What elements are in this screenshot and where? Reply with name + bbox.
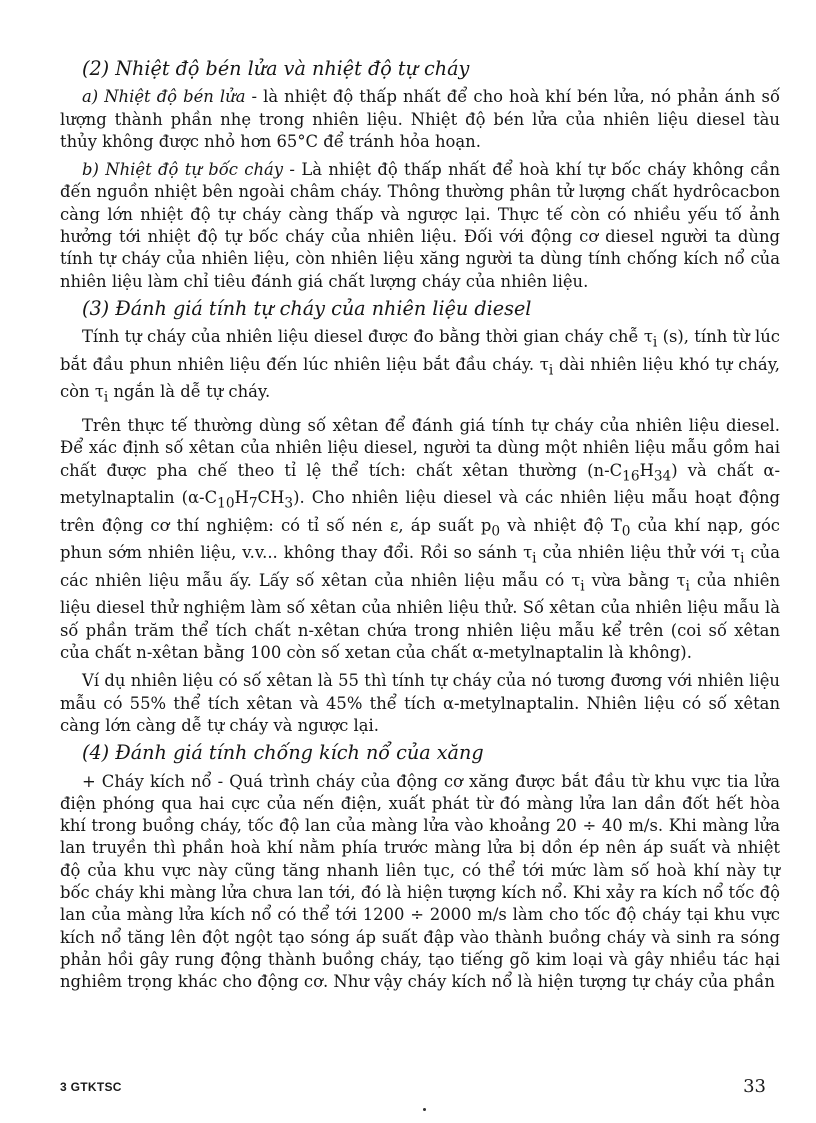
paragraph-autoignition-temp: b) Nhiệt độ tự bốc cháy - Là nhiệt độ thấp nhất để hoà khí tự bốc cháy không cần đến nguồn nhiệt bên ngoài châm cháy. Thông thường phân tử lượng chất hydrôcacbon càng lớn nhiệt độ tự cháy càng thấp và ngược lại. Thực tế còn có nhiều yếu tố ảnh hưởng tới nhiệt độ tự bốc cháy của nhiên liệu. Đối với động cơ diesel người ta dùng tính tự cháy của nhiên liệu, còn nhiên liệu xăng người ta dùng tính chống kích nổ của nhiên liệu làm chỉ tiêu đánh giá chất lượng cháy của nhiên liệu. bbox=[60, 160, 780, 291]
page-number: 33 bbox=[743, 1076, 766, 1097]
autoignition-term: b) Nhiệt độ tự bốc cháy bbox=[82, 160, 284, 180]
section-3-heading: (3) Đánh giá tính tự cháy của nhiên liệu diesel bbox=[82, 296, 532, 320]
page-body bbox=[60, 58, 780, 994]
paragraph-cetane-number: Trên thực tế thường dùng số xêtan để đánh giá tính tự cháy của nhiên liệu diesel. Để xác định số xêtan của nhiên liệu diesel, người ta dùng một nhiên liệu mẫu gồm hai chất được pha chế theo tỉ lệ thể tích: chất xêtan thường $(n-C_{16}H_{34})$ và chất α-metylnaptalin $(\alpha-C_{10}H_7CH_3)$. Cho nhiên liệu diesel và các nhiên liệu mẫu hoạt động trên động cơ thí nghiệm: có tỉ số nén ε, áp suất $p_0$ và nhiệt độ $T_0$ của khí nạp, góc phun sớm nhiên liệu, v.v... không thay đổi. Rồi so sánh $\tau_i$ của nhiên liệu thử với $\tau_i$ của các nhiên liệu mẫu ấy. Lấy số xêtan của nhiên liệu mẫu có $\tau_i$ vừa bằng $\tau_i$ của nhiên liệu diesel thử nghiệm làm số xêtan của nhiên liệu thử. Số xêtan của nhiên liệu mẫu là số phần trăm thể tích chất n-xêtan chứa trong nhiên liệu mẫu kể trên (coi số xêtan của chất n-xêtan bằng 100 còn số xetan của chất α-metylnaptalin là không). bbox=[60, 416, 780, 663]
paragraph-cetane-example: Ví dụ nhiên liệu có số xêtan là 55 thì tính tự cháy của nó tương đương với nhiên liệu mẫu có 55% thể tích xêtan và 45% thể tích α-metylnaptalin. Nhiên liệu có số xêtan càng lớn càng dễ tự cháy và ngược lại. bbox=[60, 671, 780, 735]
section-4-heading: (4) Đánh giá tính chống kích nổ của xăng bbox=[82, 741, 484, 765]
footer-code: 3 GTKTSC bbox=[60, 1080, 122, 1094]
flash-point-term: a) Nhiệt độ bén lửa bbox=[82, 87, 246, 107]
paragraph-flash-point: a) Nhiệt độ bén lửa - là nhiệt độ thấp nhất để cho hoà khí bén lửa, nó phản ánh số lượng thành phần nhẹ trong nhiên liệu. Nhiệt độ bén lửa của nhiên liệu diesel tàu thủy không được nhỏ hơn 65°C để tránh hỏa hoạn. bbox=[60, 87, 780, 151]
scan-speck bbox=[423, 1108, 426, 1111]
paragraph-knock-combustion: + Cháy kích nổ - Quá trình cháy của động cơ xăng được bắt đầu từ khu vực tia lửa điện phóng qua hai cực của nến điện, xuất phát từ đó màng lửa lan dần đốt hết hòa khí trong buồng cháy, tốc độ lan của màng lửa vào khoảng 20 ÷ 40 m/s. Khi màng lửa lan truyền thì phần hoà khí nằm phía trước màng lửa bị dồn ép nên áp suất và nhiệt độ của khu vực này cũng tăng nhanh liên tục, có thể tới mức làm số hoà khí này tự bốc cháy khi màng lửa chưa lan tới, đó là hiện tượng kích nổ. Khi xảy ra kích nổ tốc độ lan của màng lửa kích nổ có thể tới 1200 ÷ 2000 m/s làm cho tốc độ cháy tại khu vực kích nổ tăng lên đột ngột tạo sóng áp suất đập vào thành buồng cháy và sinh ra sóng phản hồi gây rung động thành buồng cháy, tạo tiếng gõ kim loại và gây nhiều tác hại nghiêm trọng khác cho động cơ. Như vậy cháy kích nổ là hiện tượng tự cháy của phần bbox=[60, 771, 780, 992]
paragraph-ignition-delay: Tính tự cháy của nhiên liệu diesel được đo bằng thời gian cháy chễ $\tau_i$ (s), tính từ lúc bắt đầu phun nhiên liệu đến lúc nhiên liệu bắt đầu cháy. $\tau_i$ dài nhiên liệu khó tự cháy, còn $\tau_i$ ngắn là dễ tự cháy. bbox=[60, 327, 780, 406]
section-2-heading: (2) Nhiệt độ bén lửa và nhiệt độ tự cháy bbox=[82, 57, 470, 80]
